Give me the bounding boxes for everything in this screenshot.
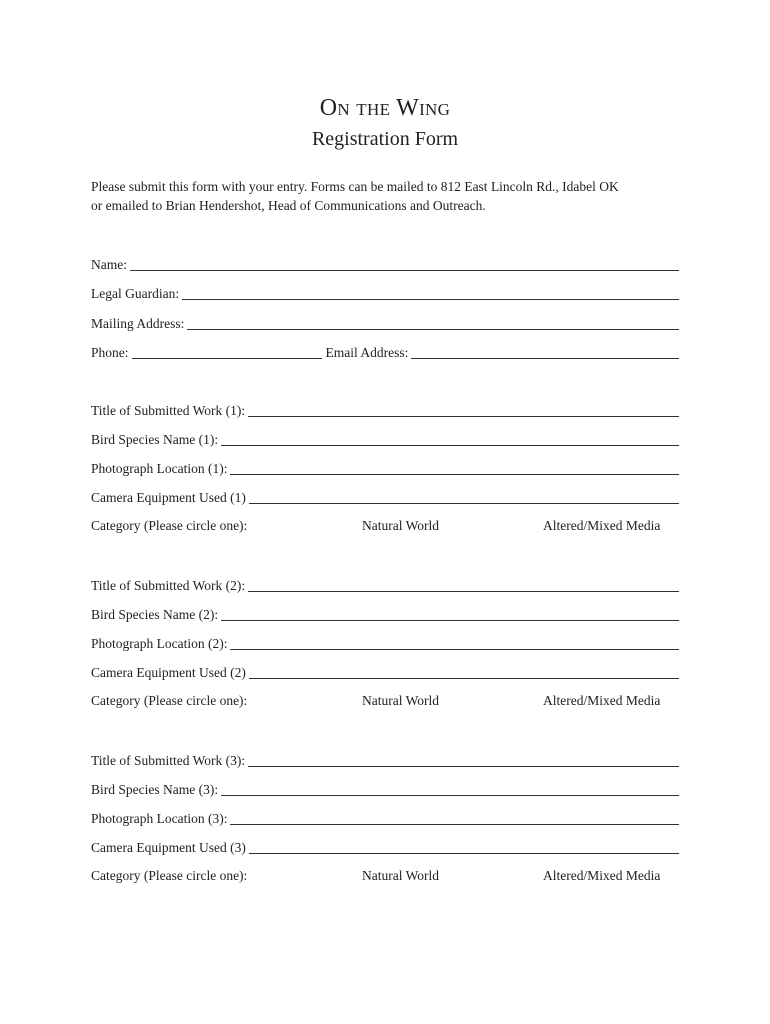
name-label: Name:: [91, 257, 127, 272]
category-label: Category (Please circle one):: [91, 693, 248, 708]
form-subtitle: Registration Form: [311, 128, 459, 150]
instructions-line-1: Please submit this form with your entry. Forms can be mailed to 812 East Lincoln Rd., Idabel OK: [91, 179, 619, 194]
email-field[interactable]: [411, 342, 679, 359]
work-title-field[interactable]: [248, 575, 679, 592]
equipment-row: [91, 660, 679, 682]
location-row: [91, 456, 679, 478]
work-title-label: Title of Submitted Work (1):: [91, 403, 246, 418]
species-row: [91, 427, 679, 449]
location-field[interactable]: [230, 808, 679, 825]
guardian-label: Legal Guardian:: [91, 286, 180, 301]
species-field[interactable]: [221, 604, 679, 621]
name-field[interactable]: [130, 254, 679, 271]
species-field[interactable]: [221, 779, 679, 796]
location-row: [91, 631, 679, 653]
address-label: Mailing Address:: [91, 316, 185, 331]
equipment-label: Camera Equipment Used (3): [91, 840, 246, 855]
email-label: Email Address:: [325, 345, 409, 360]
location-field[interactable]: [230, 458, 679, 475]
category-option-natural-world[interactable]: Natural World: [362, 518, 440, 533]
location-row: [91, 806, 679, 828]
category-option-natural-world[interactable]: Natural World: [362, 693, 440, 708]
category-option-altered-mixed-media[interactable]: Altered/Mixed Media: [543, 868, 661, 883]
form-instructions: [91, 177, 679, 215]
work-title-label: Title of Submitted Work (3):: [91, 753, 246, 768]
work-title-row: [91, 573, 679, 595]
address-field[interactable]: [187, 313, 679, 330]
species-label: Bird Species Name (2):: [91, 607, 219, 622]
category-option-altered-mixed-media[interactable]: Altered/Mixed Media: [543, 693, 661, 708]
species-label: Bird Species Name (1):: [91, 432, 219, 447]
species-row: [91, 777, 679, 799]
category-row: [91, 690, 679, 712]
equipment-field[interactable]: [249, 487, 679, 504]
category-row: [91, 515, 679, 537]
name-row: [91, 252, 679, 274]
phone-email-row: [91, 340, 679, 362]
species-field[interactable]: [221, 429, 679, 446]
equipment-label: Camera Equipment Used (2): [91, 665, 246, 680]
equipment-row: [91, 485, 679, 507]
form-title: On the Wing: [319, 95, 451, 121]
guardian-row: [91, 281, 679, 303]
equipment-field[interactable]: [249, 662, 679, 679]
location-label: Photograph Location (2):: [91, 636, 228, 651]
address-row: [91, 311, 679, 333]
work-title-row: [91, 398, 679, 420]
work-title-field[interactable]: [248, 750, 679, 767]
category-option-natural-world[interactable]: Natural World: [362, 868, 440, 883]
location-label: Photograph Location (1):: [91, 461, 228, 476]
work-title-field[interactable]: [248, 400, 679, 417]
category-label: Category (Please circle one):: [91, 518, 248, 533]
equipment-field[interactable]: [249, 837, 679, 854]
category-option-altered-mixed-media[interactable]: Altered/Mixed Media: [543, 518, 661, 533]
work-title-row: [91, 748, 679, 770]
equipment-row: [91, 835, 679, 857]
species-row: [91, 602, 679, 624]
location-field[interactable]: [230, 633, 679, 650]
equipment-label: Camera Equipment Used (1): [91, 490, 246, 505]
phone-label: Phone:: [91, 345, 129, 360]
phone-field[interactable]: [132, 342, 322, 359]
guardian-field[interactable]: [182, 283, 679, 300]
location-label: Photograph Location (3):: [91, 811, 228, 826]
instructions-line-2: or emailed to Brian Hendershot, Head of Communications and Outreach.: [91, 198, 486, 213]
work-title-label: Title of Submitted Work (2):: [91, 578, 246, 593]
category-row: [91, 865, 679, 887]
species-label: Bird Species Name (3):: [91, 782, 219, 797]
category-label: Category (Please circle one):: [91, 868, 248, 883]
